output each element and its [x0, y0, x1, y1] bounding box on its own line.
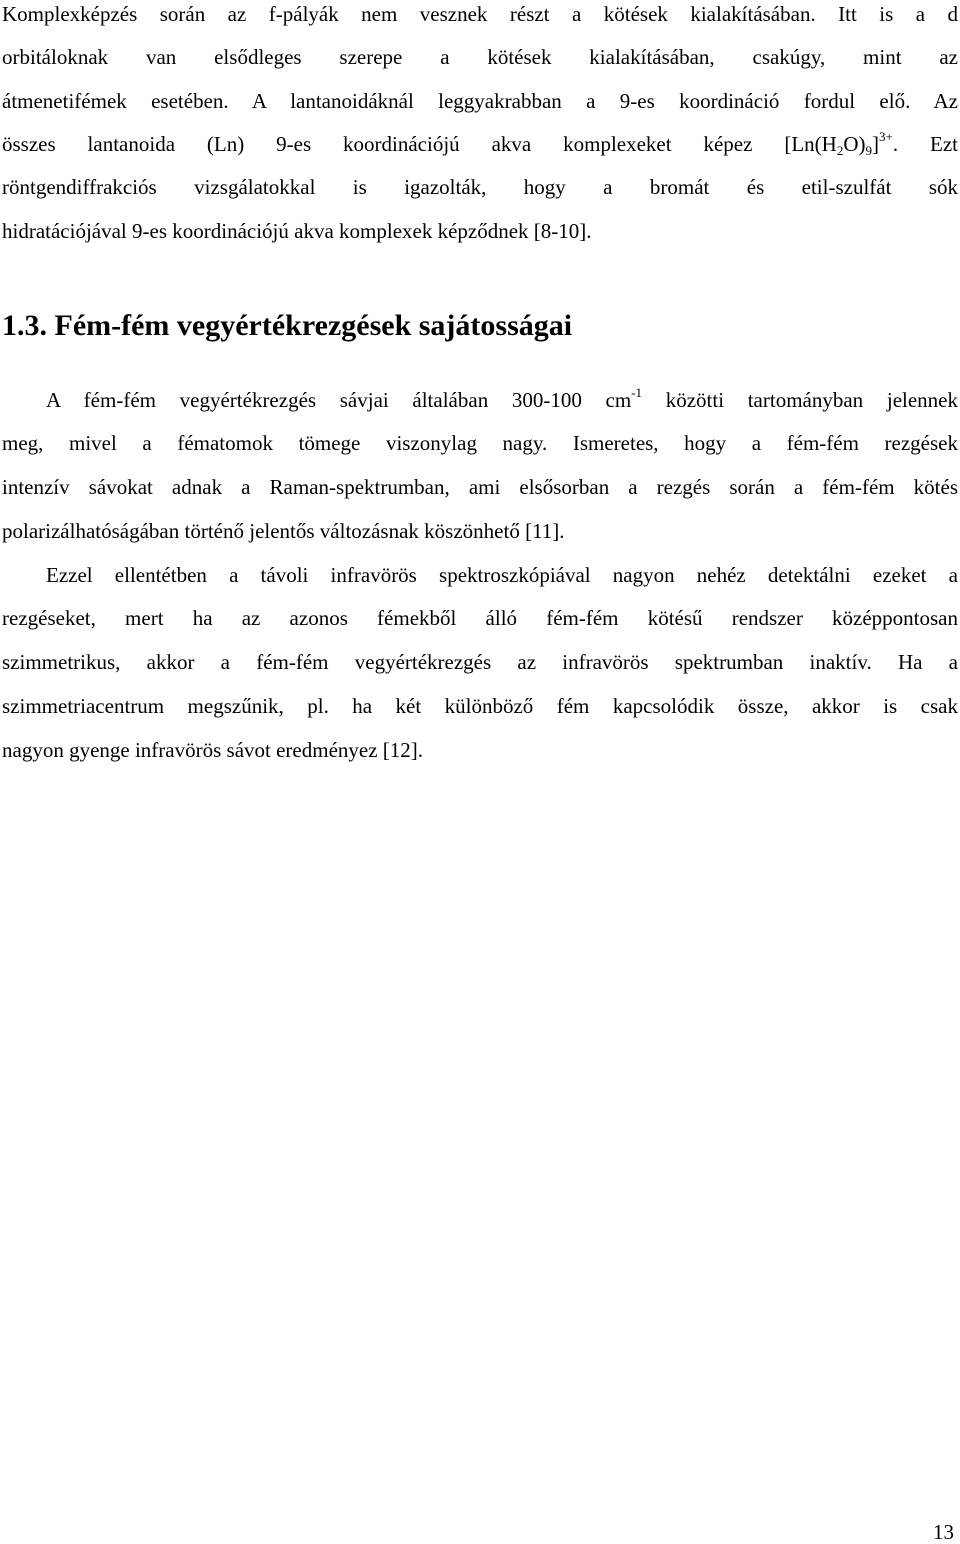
- paragraph-3-line-1: Ezzel ellentétben a távoli infravörös spektroszkópiával nagyon nehéz detektálni ezeket a: [46, 563, 958, 587]
- p1-line4-bracket: ]: [872, 132, 880, 156]
- paragraph-3-line-5: nagyon gyenge infravörös sávot eredményez [12].: [2, 738, 424, 762]
- paragraph-1-line-2: orbitáloknak van elsődleges szerepe a kötések kialakításában, csakúgy, mint az: [2, 45, 958, 69]
- subscript-2: 2: [836, 143, 844, 158]
- paragraph-3-line-3: szimmetrikus, akkor a fém-fém vegyértékrezgés az infravörös spektrumban inaktív. Ha a: [2, 650, 958, 674]
- p2-line1-text-b: közötti tartományban jelennek: [642, 388, 958, 412]
- paragraph-1-line-1: Komplexképzés során az f-pályák nem vesznek részt a kötések kialakításában. Itt is a d: [2, 2, 958, 26]
- paragraph-1-line-5: röntgendiffrakciós vizsgálatokkal is igazolták, hogy a bromát és etil-szulfát sók: [2, 175, 958, 199]
- p1-line4-text-a: összes lantanoida (Ln) 9-es koordinációjú akva komplexeket képez [Ln(H: [2, 132, 837, 156]
- paragraph-1-line-3: átmenetifémek esetében. A lantanoidáknál leggyakrabban a 9-es koordináció fordul elő. Az: [2, 89, 958, 113]
- paragraph-3-line-4: szimmetriacentrum megszűnik, pl. ha két különböző fém kapcsolódik össze, akkor is csak: [2, 694, 958, 718]
- section-heading: 1.3. Fém-fém vegyértékrezgések sajátosságai: [2, 309, 573, 342]
- paragraph-2-line-2: meg, mivel a fématomok tömege viszonylag nagy. Ismeretes, hogy a fém-fém rezgések: [2, 431, 958, 455]
- superscript-charge: 3+: [879, 129, 893, 144]
- paragraph-2-line-1: [46, 387, 958, 416]
- subscript-9: 9: [865, 143, 873, 158]
- superscript-minus-one: -1: [631, 385, 643, 400]
- paragraph-3-line-2: rezgéseket, mert ha az azonos fémekből álló fém-fém kötésű rendszer középpontosan: [2, 606, 958, 630]
- paragraph-2-line-3: intenzív sávokat adnak a Raman-spektrumban, ami elsősorban a rezgés során a fém-fém kötés: [2, 475, 958, 499]
- paragraph-2-line-4: polarizálhatóságában történő jelentős változásnak köszönhető [11].: [2, 519, 565, 543]
- paragraph-1-line-6: hidratációjával 9-es koordinációjú akva komplexek képződnek [8-10].: [2, 219, 592, 243]
- p1-line4-text-c: . Ezt: [892, 132, 958, 156]
- page-number: 13: [933, 1520, 954, 1544]
- p2-line1-text-a: A fém-fém vegyértékrezgés sávjai általában 300-100 cm: [46, 388, 632, 412]
- p1-line4-text-b: O): [843, 132, 866, 156]
- paragraph-1-line-4: [2, 131, 958, 160]
